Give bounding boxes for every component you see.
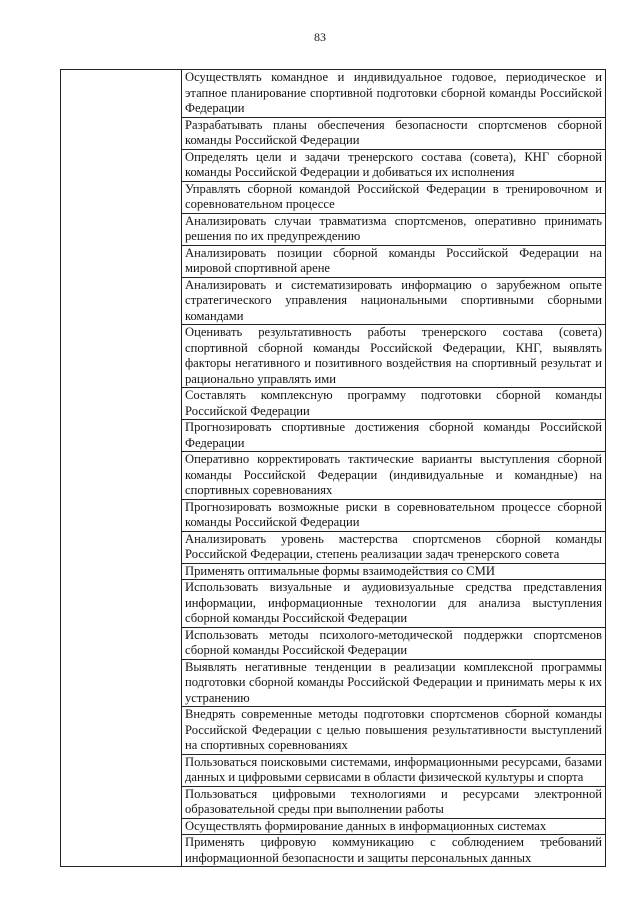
table-cell: Анализировать случаи травматизма спортсменов, оперативно принимать решения по их предупреждению — [182, 213, 606, 245]
table-cell: Выявлять негативные тенденции в реализации комплексной программы подготовки сборной команды Российской Федерации и принимать меры к их устранению — [182, 659, 606, 707]
table-cell: Оценивать результативность работы тренерского состава (совета) спортивной сборной команды Российской Федерации, КНГ, выявлять факторы негативного и позитивного воздействия на спортивный результат и рационально управлять ими — [182, 325, 606, 388]
skills-table — [60, 69, 606, 867]
table-cell: Пользоваться поисковыми системами, информационными ресурсами, базами данных и цифровыми сервисами в области физической культуры и спорта — [182, 754, 606, 786]
table-cell: Пользоваться цифровыми технологиями и ресурсами электронной образовательной среды при выполнении работы — [182, 786, 606, 818]
table-cell: Осуществлять формирование данных в информационных системах — [182, 818, 606, 835]
table-cell: Использовать методы психолого-методической поддержки спортсменов сборной команды Российской Федерации — [182, 627, 606, 659]
table-row — [61, 70, 606, 118]
table-cell: Внедрять современные методы подготовки спортсменов сборной команды Российской Федерации с целью повышения результативности выступлений на спортивных соревнованиях — [182, 707, 606, 755]
page-number: 83 — [314, 30, 326, 44]
table-cell: Прогнозировать спортивные достижения сборной команды Российской Федерации — [182, 420, 606, 452]
table-cell: Оперативно корректировать тактические варианты выступления сборной команды Российской Федерации (индивидуальные и командные) на спортивных соревнованиях — [182, 452, 606, 500]
table-cell: Прогнозировать возможные риски в соревновательном процессе сборной команды Российской Федерации — [182, 499, 606, 531]
table-cell: Анализировать позиции сборной команды Российской Федерации на мировой спортивной арене — [182, 245, 606, 277]
table-cell: Составлять комплексную программу подготовки сборной команды Российской Федерации — [182, 388, 606, 420]
table-cell: Применять цифровую коммуникацию с соблюдением требований информационной безопасности и защиты персональных данных — [182, 835, 606, 867]
table-cell: Определять цели и задачи тренерского состава (совета), КНГ сборной команды Российской Федерации и добиваться их исполнения — [182, 149, 606, 181]
table-cell: Управлять сборной командой Российской Федерации в тренировочном и соревновательном процессе — [182, 181, 606, 213]
table-cell: Использовать визуальные и аудиовизуальные средства представления информации, информационные технологии для анализа выступления сборной команды Российской Федерации — [182, 580, 606, 628]
table-cell: Анализировать и систематизировать информацию о зарубежном опыте стратегического управления национальными спортивными сборными командами — [182, 277, 606, 325]
table-cell: Осуществлять командное и индивидуальное годовое, периодическое и этапное планирование спортивной подготовки сборной команды Российской Федерации — [182, 70, 606, 118]
table-cell: Разрабатывать планы обеспечения безопасности спортсменов сборной команды Российской Федерации — [182, 117, 606, 149]
table-cell: Анализировать уровень мастерства спортсменов сборной команды Российской Федерации, степень реализации задач тренерского совета — [182, 531, 606, 563]
table-cell: Применять оптимальные формы взаимодействия со СМИ — [182, 563, 606, 580]
label-column-cell — [61, 70, 182, 867]
